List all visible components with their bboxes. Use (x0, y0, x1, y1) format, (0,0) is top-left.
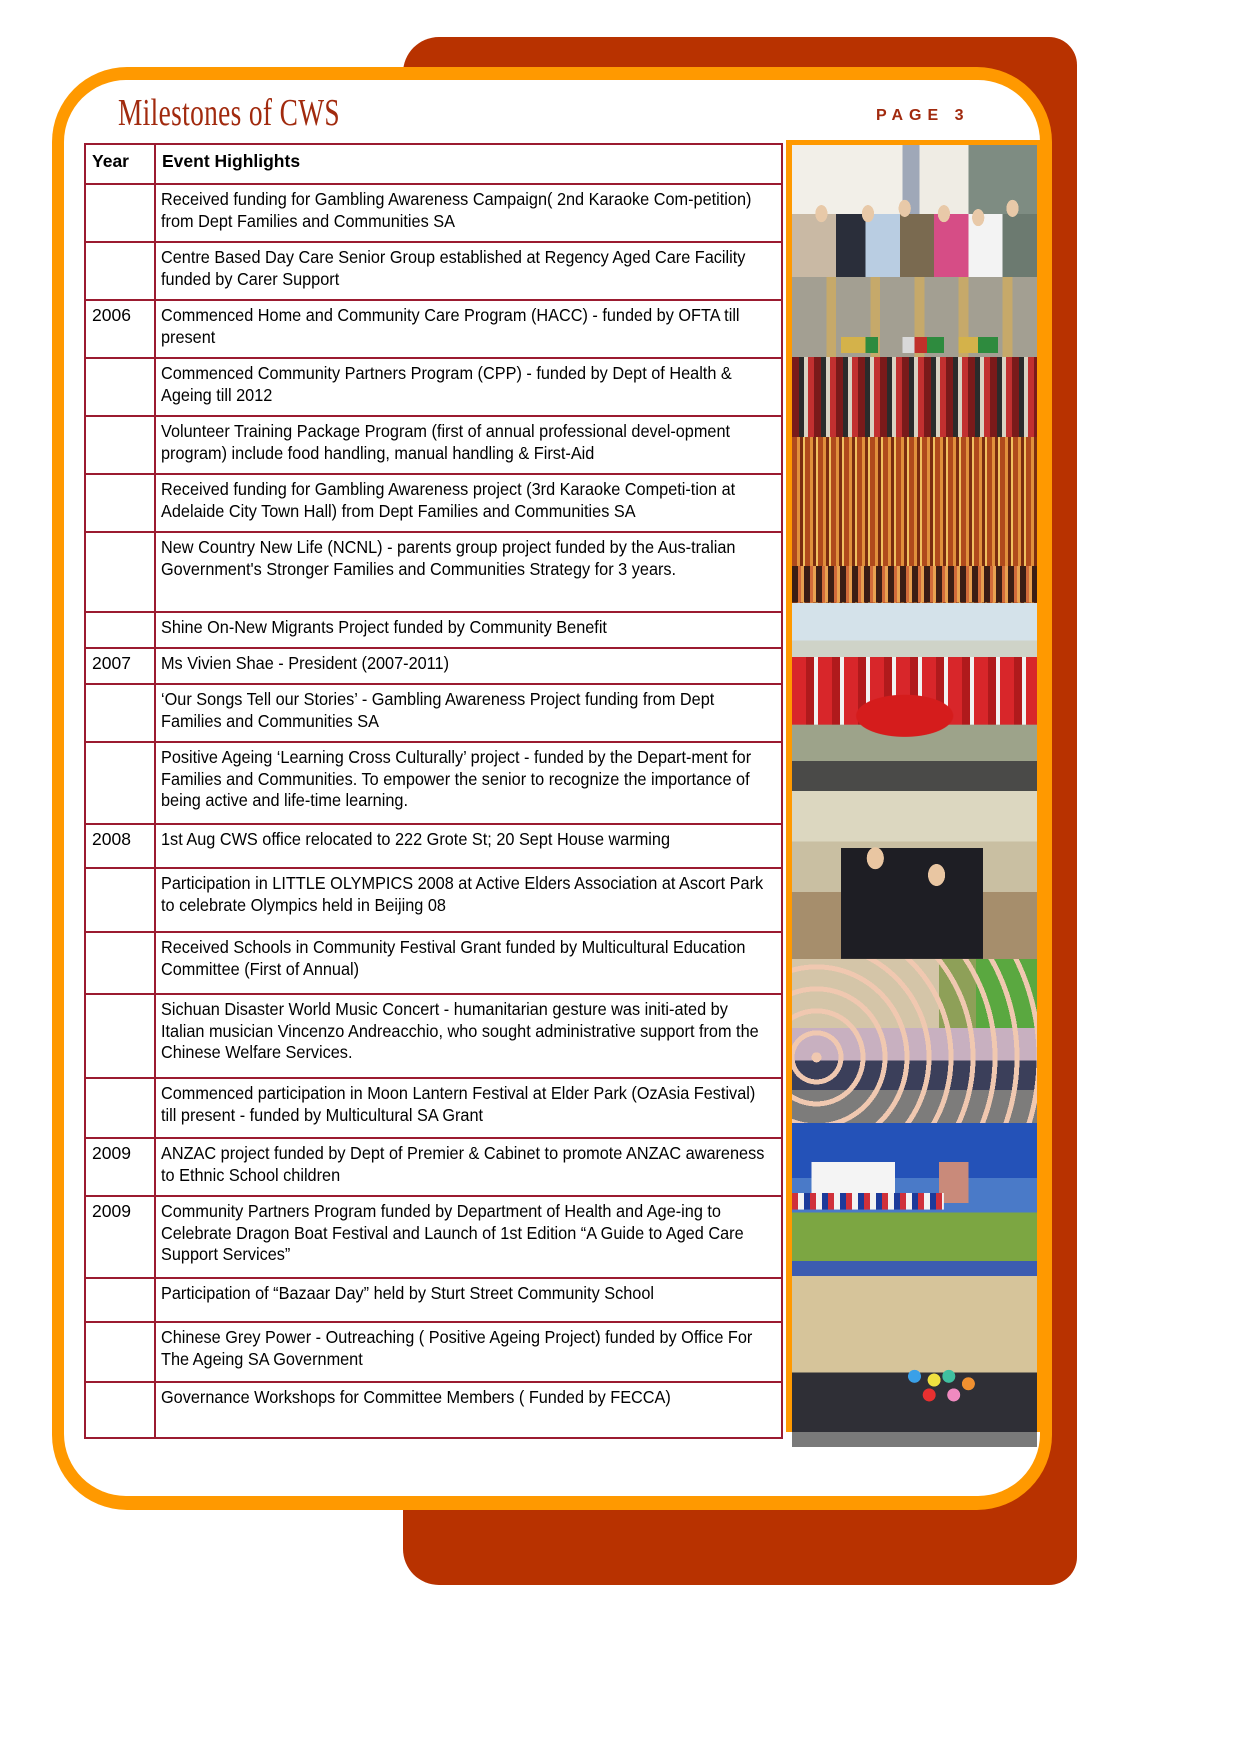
event-cell (155, 648, 782, 684)
event-text: Volunteer Training Package Program (first of annual professional devel-opment program) include food handling, manual handling & First-Aid (161, 421, 731, 463)
table-row (85, 242, 782, 300)
table-row (85, 648, 782, 684)
event-text: Governance Workshops for Committee Members ( Funded by FECCA) (161, 1387, 671, 1407)
year-cell: 2009 (85, 1196, 155, 1278)
page-number: PAGE 3 (876, 107, 970, 124)
event-cell (155, 242, 782, 300)
event-text: 1st Aug CWS office relocated to 222 Grote St; 20 Sept House warming (161, 829, 671, 849)
event-cell (155, 416, 782, 474)
event-text: Received funding for Gambling Awareness Campaign( 2nd Karaoke Com-petition) from Dept Families and Communities SA (161, 189, 752, 231)
event-cell (155, 1322, 782, 1382)
event-cell (155, 1278, 782, 1322)
event-cell (155, 358, 782, 416)
table-row (85, 742, 782, 824)
event-text: Commenced participation in Moon Lantern Festival at Elder Park (OzAsia Festival) till present - funded by Multicultural SA Grant (161, 1083, 756, 1125)
table-row (85, 994, 782, 1078)
event-cell (155, 1196, 782, 1278)
event-text: New Country New Life (NCNL) - parents group project funded by the Aus-tralian Government's Stronger Families and Communities Strategy for 3 years. (161, 537, 736, 579)
year-cell (85, 612, 155, 648)
event-cell (155, 1078, 782, 1138)
table-row (85, 932, 782, 994)
year-cell (85, 1278, 155, 1322)
event-cell (155, 1138, 782, 1196)
year-cell (85, 1382, 155, 1438)
milestone-rows (85, 184, 782, 1438)
event-cell (155, 932, 782, 994)
year-cell (85, 1322, 155, 1382)
photo-festival-park (792, 1123, 1037, 1261)
table-row (85, 824, 782, 868)
year-cell (85, 684, 155, 742)
column-header-year: Year (85, 144, 155, 184)
event-text: Received funding for Gambling Awareness project (3rd Karaoke Competi-tion at Adelaide City Town Hall) from Dept Families and Communities SA (161, 479, 736, 521)
event-text: Commenced Home and Community Care Program (HACC) - funded by OFTA till present (161, 305, 740, 347)
photo-group-with-paintings (792, 145, 1037, 277)
event-cell (155, 532, 782, 612)
event-text: Sichuan Disaster World Music Concert - humanitarian gesture was initi-ated by Italian musician Vincenzo Andreacchio, who sought administrative support from the Chinese Welfare Services. (161, 999, 759, 1062)
year-cell (85, 532, 155, 612)
photo-lion-dance-group (792, 603, 1037, 791)
year-cell (85, 1078, 155, 1138)
event-text: Received Schools in Community Festival Grant funded by Multicultural Education Committee (First of Annual) (161, 937, 746, 979)
event-text: Chinese Grey Power - Outreaching ( Positive Ageing Project) funded by Office For The Ageing SA Government (161, 1327, 753, 1369)
year-cell: 2009 (85, 1138, 155, 1196)
table-row (85, 300, 782, 358)
year-cell (85, 474, 155, 532)
photo-collage (786, 140, 1042, 1432)
photo-hall-audience (792, 277, 1037, 437)
year-cell (85, 358, 155, 416)
table-row (85, 1138, 782, 1196)
table-row (85, 684, 782, 742)
photo-town-hall-stage (792, 437, 1037, 603)
table-row (85, 868, 782, 932)
event-text: Community Partners Program funded by Department of Health and Age-ing to Celebrate Dragon Boat Festival and Launch of 1st Edition “A Guide to Aged Care Support Services” (161, 1201, 744, 1264)
table-row (85, 416, 782, 474)
table-row (85, 1278, 782, 1322)
table-row (85, 1382, 782, 1438)
year-cell: 2007 (85, 648, 155, 684)
year-cell (85, 184, 155, 242)
event-text: Commenced Community Partners Program (CPP) - funded by Dept of Health & Ageing till 2012 (161, 363, 732, 405)
column-header-event: Event Highlights (155, 144, 782, 184)
page-title: Milestones of CWS (118, 92, 340, 134)
event-text: Participation of “Bazaar Day” held by Sturt Street Community School (161, 1283, 654, 1303)
event-text: Positive Ageing ‘Learning Cross Culturally’ project - funded by the Depart-ment for Families and Communities. To empower the senior to recognize the importance of being active and life-time learning. (161, 747, 752, 810)
event-cell (155, 184, 782, 242)
year-cell (85, 742, 155, 824)
year-cell (85, 242, 155, 300)
event-cell (155, 824, 782, 868)
photo-children-group (792, 959, 1037, 1123)
event-cell (155, 742, 782, 824)
table-row (85, 184, 782, 242)
event-text: ANZAC project funded by Dept of Premier & Cabinet to promote ANZAC awareness to Ethnic School children (161, 1143, 765, 1185)
table-header-row (85, 144, 782, 184)
year-cell: 2006 (85, 300, 155, 358)
table-row (85, 1078, 782, 1138)
event-cell (155, 868, 782, 932)
photo-ribbon-cutting (792, 1261, 1037, 1447)
year-cell (85, 868, 155, 932)
event-cell (155, 994, 782, 1078)
table-row (85, 1322, 782, 1382)
table-row (85, 474, 782, 532)
event-text: Participation in LITTLE OLYMPICS 2008 at Active Elders Association at Ascort Park to celebrate Olympics held in Beijing 08 (161, 873, 764, 915)
table-row (85, 612, 782, 648)
table-row (85, 358, 782, 416)
event-text: Shine On-New Migrants Project funded by Community Benefit (161, 617, 607, 637)
event-cell (155, 684, 782, 742)
year-cell: 2008 (85, 824, 155, 868)
event-text: ‘Our Songs Tell our Stories’ - Gambling Awareness Project funding from Dept Families and Communities SA (161, 689, 715, 731)
year-cell (85, 994, 155, 1078)
year-cell (85, 932, 155, 994)
table-row (85, 1196, 782, 1278)
photo-community-expo (792, 791, 1037, 959)
table-row (85, 532, 782, 612)
milestones-table (84, 143, 783, 1439)
event-cell (155, 474, 782, 532)
event-cell (155, 1382, 782, 1438)
event-cell (155, 612, 782, 648)
year-cell (85, 416, 155, 474)
event-text: Ms Vivien Shae - President (2007-2011) (161, 653, 449, 673)
event-text: Centre Based Day Care Senior Group established at Regency Aged Care Facility funded by Carer Support (161, 247, 746, 289)
event-cell (155, 300, 782, 358)
